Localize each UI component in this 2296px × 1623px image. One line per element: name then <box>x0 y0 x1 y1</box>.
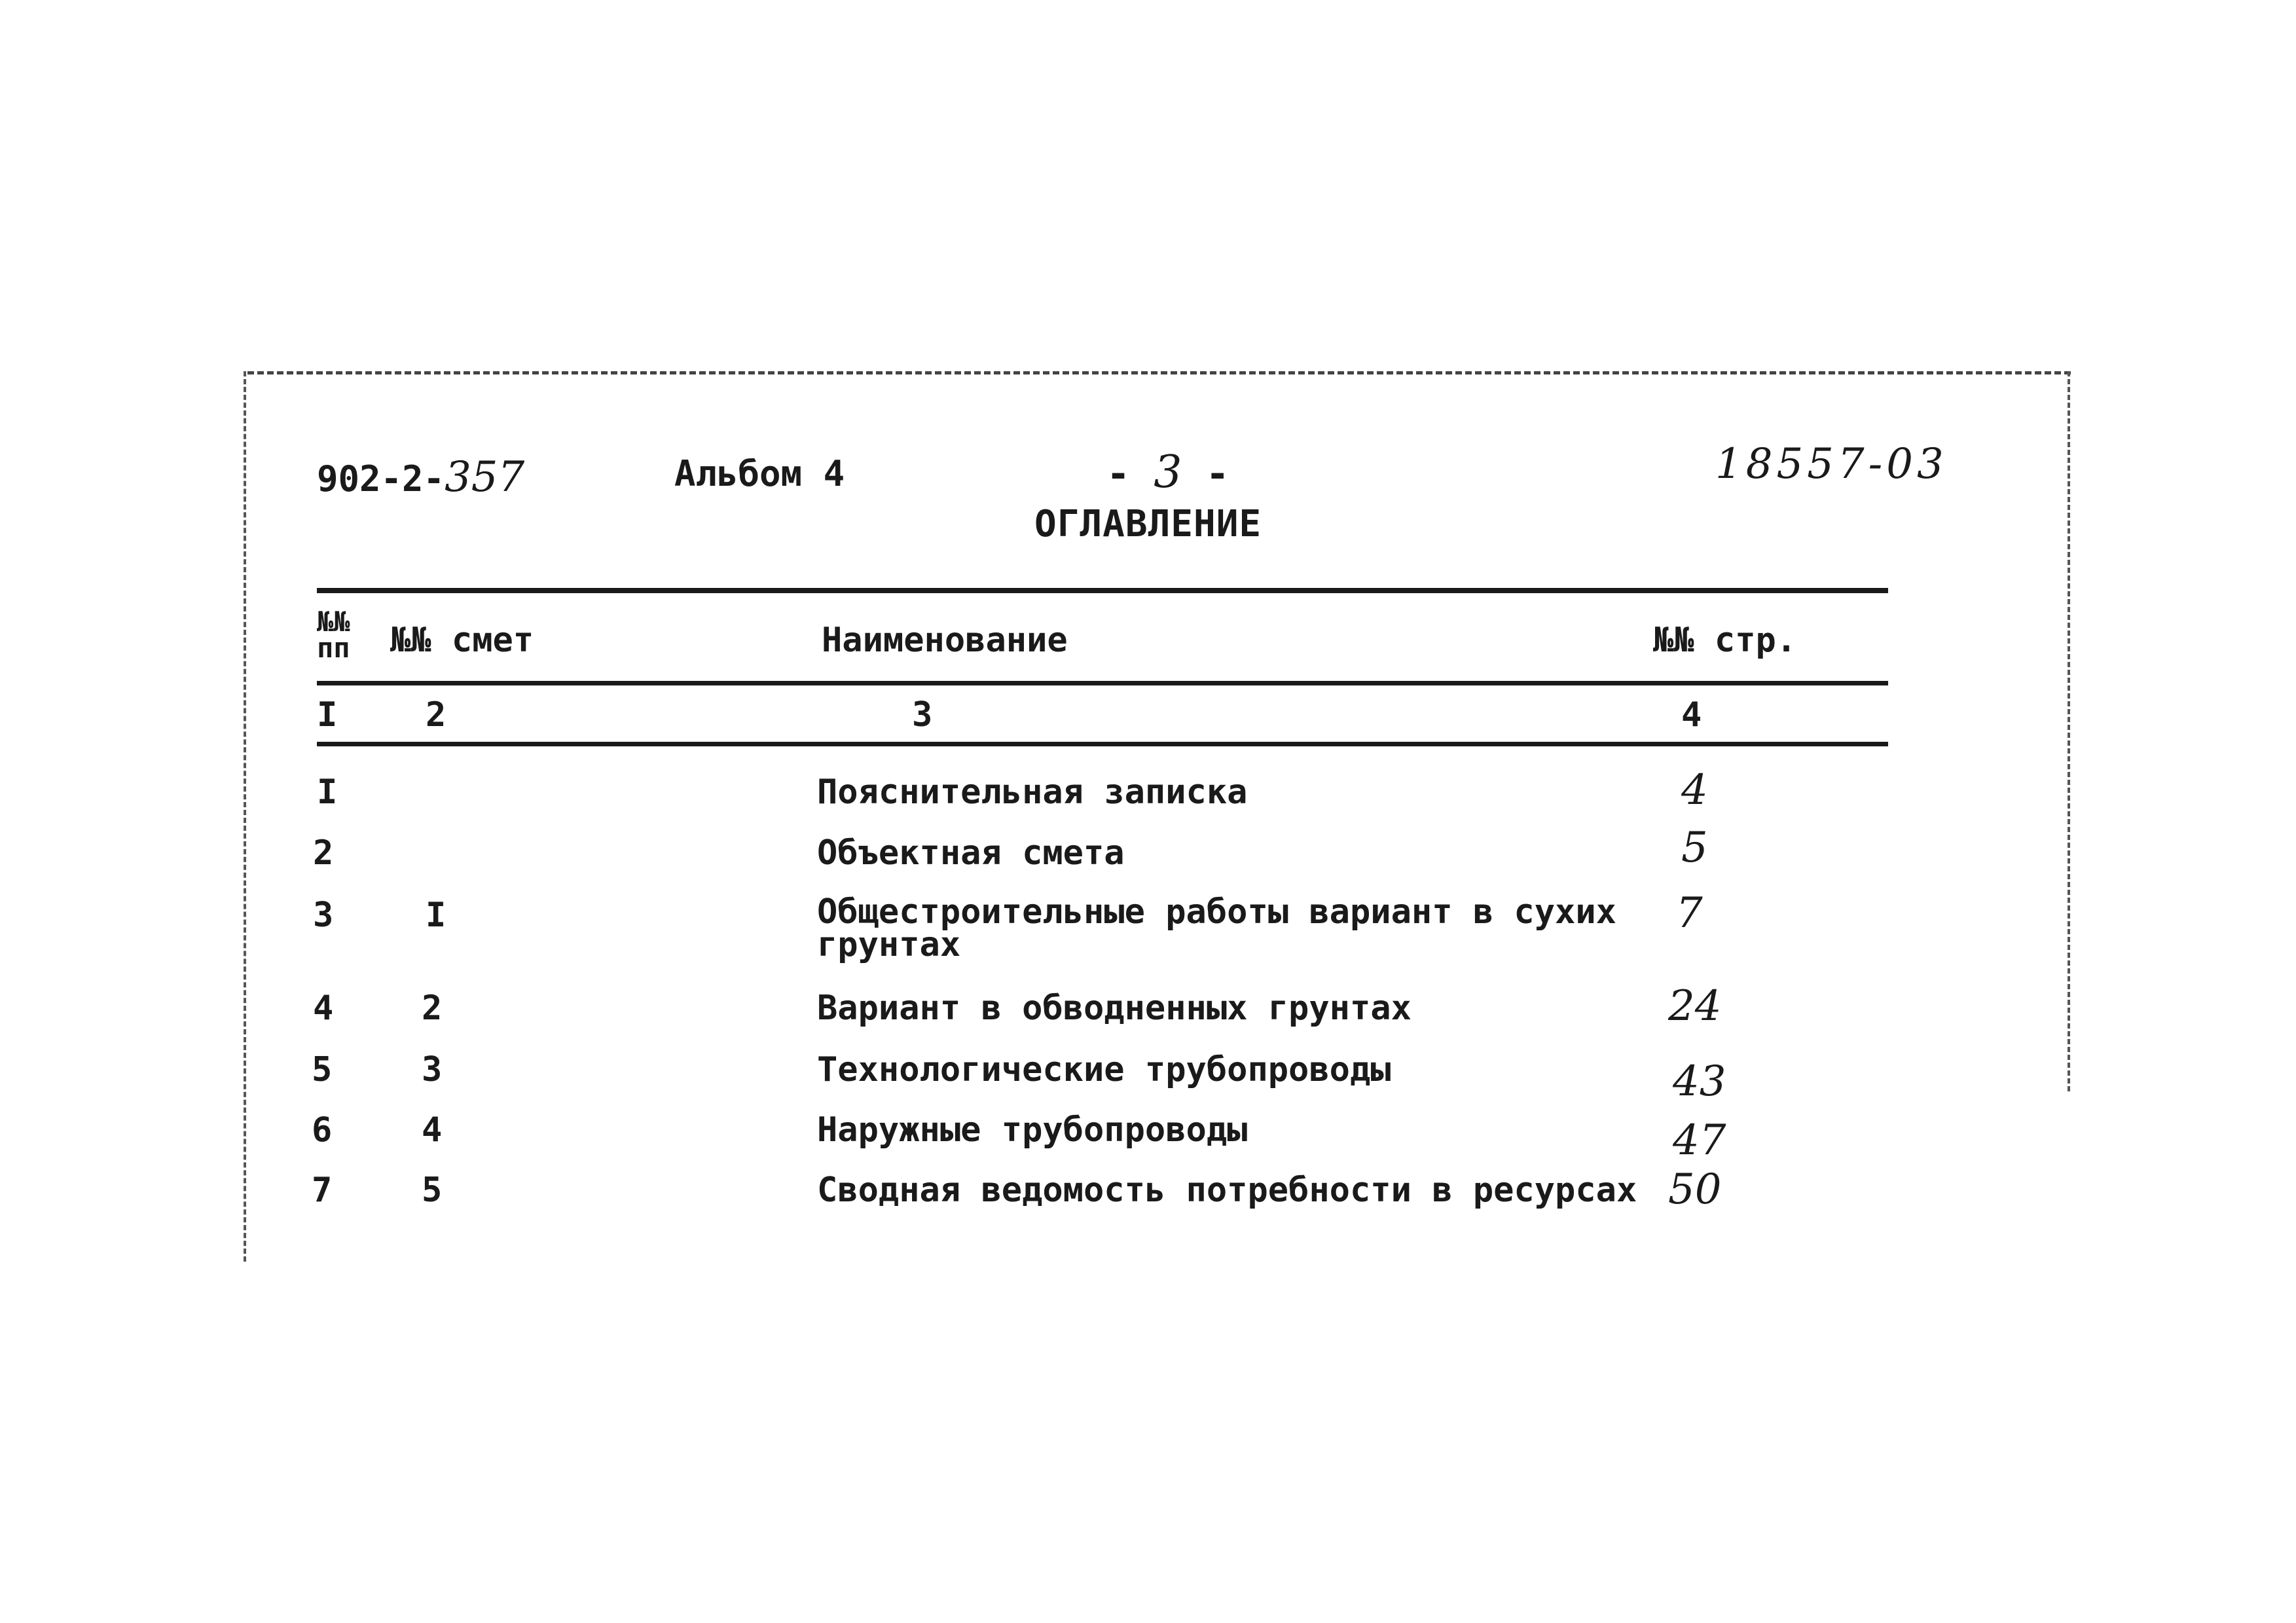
column-number-4: 4 <box>1681 695 1702 735</box>
row-3-name-line2: грунтах <box>817 925 961 964</box>
frame-right-border <box>2068 371 2070 1091</box>
row-2-num: 2 <box>313 833 334 873</box>
row-5-page: 43 <box>1673 1057 1726 1106</box>
row-4-page: 24 <box>1668 982 1722 1030</box>
page-dash-left: - <box>1106 451 1131 497</box>
frame-top-border <box>247 371 2071 374</box>
document-code <box>317 453 524 501</box>
row-5-name: Технологические трубопроводы <box>817 1050 1391 1089</box>
page-dash-right: - <box>1205 451 1230 497</box>
column-header-num-line2: пп <box>317 632 350 664</box>
row-2-page: 5 <box>1681 824 1708 872</box>
table-column-numbers-rule <box>317 742 1888 746</box>
row-5-num: 5 <box>312 1050 333 1089</box>
column-number-1: I <box>317 695 338 735</box>
row-3-num: 3 <box>313 896 334 935</box>
row-6-estimate: 4 <box>422 1110 443 1150</box>
row-5-estimate: 3 <box>422 1050 443 1089</box>
page-number <box>1106 447 1230 498</box>
table-top-rule <box>317 588 1888 593</box>
album-label: Альбом 4 <box>674 453 845 494</box>
row-7-num: 7 <box>312 1171 333 1210</box>
row-6-num: 6 <box>312 1110 333 1150</box>
frame-left-border <box>244 371 246 1262</box>
column-number-3: 3 <box>912 695 933 735</box>
row-6-name: Наружные трубопроводы <box>817 1110 1248 1150</box>
row-3-page: 7 <box>1676 889 1703 938</box>
row-6-page: 47 <box>1673 1116 1726 1165</box>
column-header-name: Наименование <box>822 621 1068 660</box>
row-7-page: 50 <box>1668 1165 1722 1214</box>
row-3-name <box>817 892 1616 964</box>
row-3-estimate: I <box>426 896 446 935</box>
page-number-value: 3 <box>1154 447 1182 498</box>
row-4-estimate: 2 <box>422 989 443 1028</box>
document-code-prefix: 902-2- <box>317 458 445 500</box>
column-number-2: 2 <box>426 695 446 735</box>
row-4-name: Вариант в обводненных грунтах <box>817 989 1412 1028</box>
table-header-rule <box>317 681 1888 685</box>
row-1-name: Пояснительная записка <box>817 773 1248 812</box>
archive-number: 18557-03 <box>1715 440 1948 488</box>
row-1-num: I <box>317 773 338 812</box>
column-header-estimate: №№ смет <box>390 621 534 660</box>
row-4-num: 4 <box>313 989 334 1028</box>
column-header-num <box>317 606 350 664</box>
page-title: ОГЛАВЛЕНИЕ <box>1034 503 1262 545</box>
column-header-page: №№ стр. <box>1653 621 1797 660</box>
row-1-page: 4 <box>1681 766 1708 814</box>
row-2-name: Объектная смета <box>817 833 1125 873</box>
document-code-suffix: 357 <box>445 453 525 501</box>
row-3-name-line1: Общестроительные работы вариант в сухих <box>817 892 1616 932</box>
column-header-num-line1: №№ <box>317 606 350 638</box>
row-7-estimate: 5 <box>422 1171 443 1210</box>
row-7-name: Сводная ведомость потребности в ресурсах <box>817 1171 1637 1210</box>
